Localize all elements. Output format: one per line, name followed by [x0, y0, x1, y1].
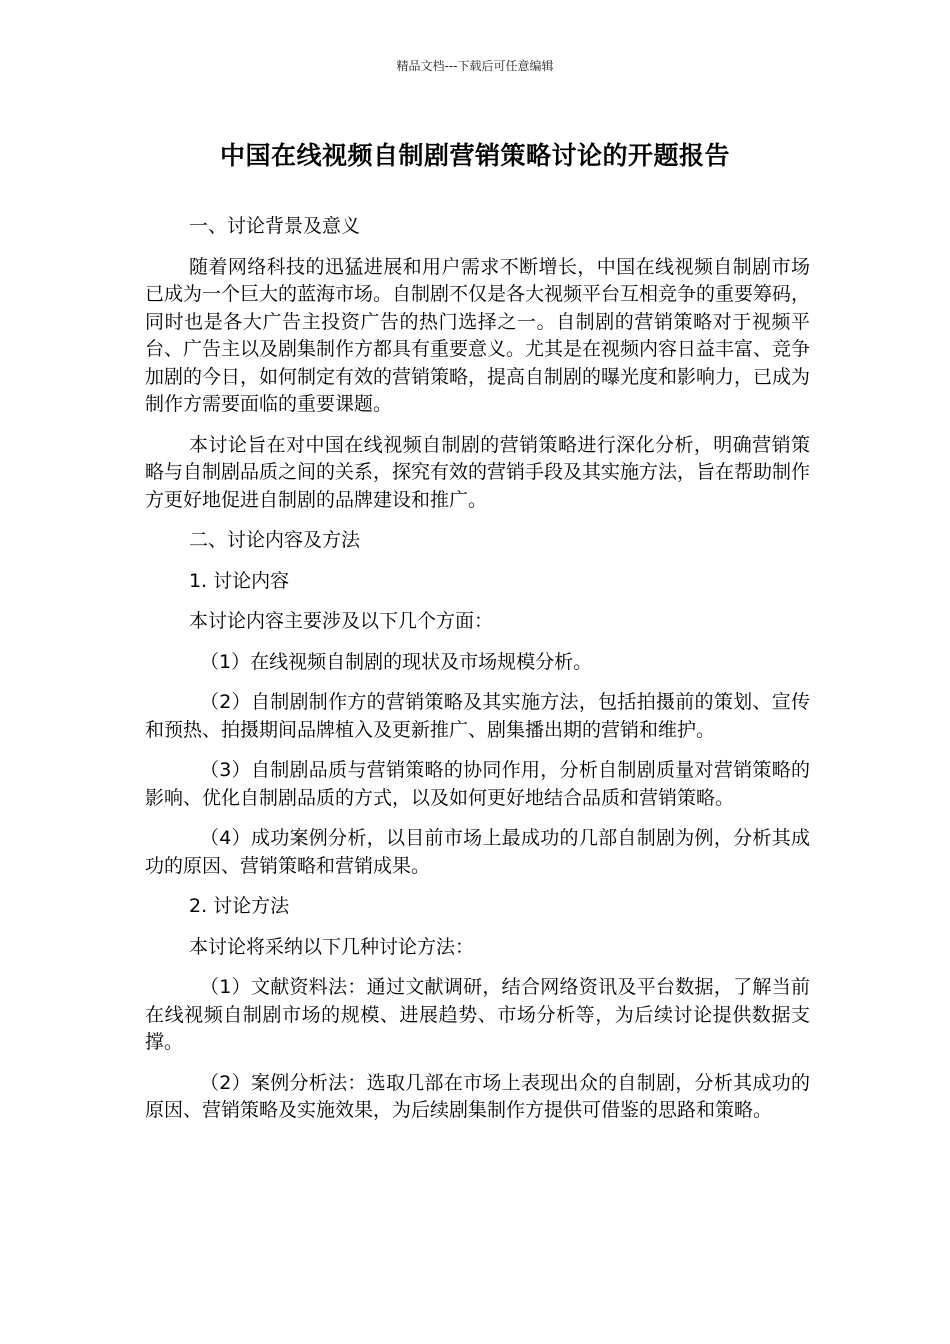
list-item-content-4: （4）成功案例分析，以目前市场上最成功的几部自制剧为例，分析其成功的原因、营销策略和营销成果。	[145, 827, 810, 877]
paragraph-content-intro: 本讨论内容主要涉及以下几个方面：	[189, 610, 494, 632]
list-item-method-2: （2）案例分析法：选取几部在市场上表现出众的自制剧，分析其成功的原因、营销策略及实施效果，为后续剧集制作方提供可借鉴的思路和策略。	[145, 1071, 810, 1121]
page-header: 精品文档---下载后可任意编辑	[396, 59, 554, 73]
paragraph-purpose: 本讨论旨在对中国在线视频自制剧的营销策略进行深化分析，明确营销策略与自制剧品质之间的关系，探究有效的营销手段及其实施方法，旨在帮助制作方更好地促进自制剧的品牌建设和推广。	[145, 433, 811, 511]
document-body	[145, 213, 810, 1138]
paragraph-background: 随着网络科技的迅猛进展和用户需求不断增长，中国在线视频自制剧市场已成为一个巨大的蓝海市场。自制剧不仅是各大视频平台互相竞争的重要筹码，同时也是各大广告主投资广告的热门选择之一。自制剧的营销策略对于视频平台、广告主以及剧集制作方都具有重要意义。尤其是在视频内容日益丰富、竞争加剧的今日，如何制定有效的营销策略，提高自制剧的曝光度和影响力，已成为制作方需要面临的重要课题。	[145, 255, 811, 415]
section-heading-content-methods: 二、讨论内容及方法	[189, 529, 361, 551]
list-item-content-2: （2）自制剧制作方的营销策略及其实施方法，包括拍摄前的策划、宣传和预热、拍摄期间品牌植入及更新推广、剧集播出期的营销和维护。	[145, 691, 810, 741]
subheading-content: 1. 讨论内容	[189, 569, 290, 592]
list-item-content-3: （3）自制剧品质与营销策略的协同作用，分析自制剧质量对营销策略的影响、优化自制剧品质的方式，以及如何更好地结合品质和营销策略。	[145, 759, 810, 809]
list-item-method-1: （1）文献资料法：通过文献调研，结合网络资讯及平台数据，了解当前在线视频自制剧市场的规模、进展趋势、市场分析等，为后续讨论提供数据支撑。	[145, 976, 810, 1053]
list-item-content-1: （1）在线视频自制剧的现状及市场规模分析。	[200, 650, 593, 673]
paragraph-methods-intro: 本讨论将采纳以下几种讨论方法：	[189, 935, 475, 958]
document-title: 中国在线视频自制剧营销策略讨论的开题报告	[219, 141, 730, 170]
section-heading-background: 一、讨论背景及意义	[189, 215, 361, 237]
subheading-methods: 2. 讨论方法	[189, 895, 290, 917]
